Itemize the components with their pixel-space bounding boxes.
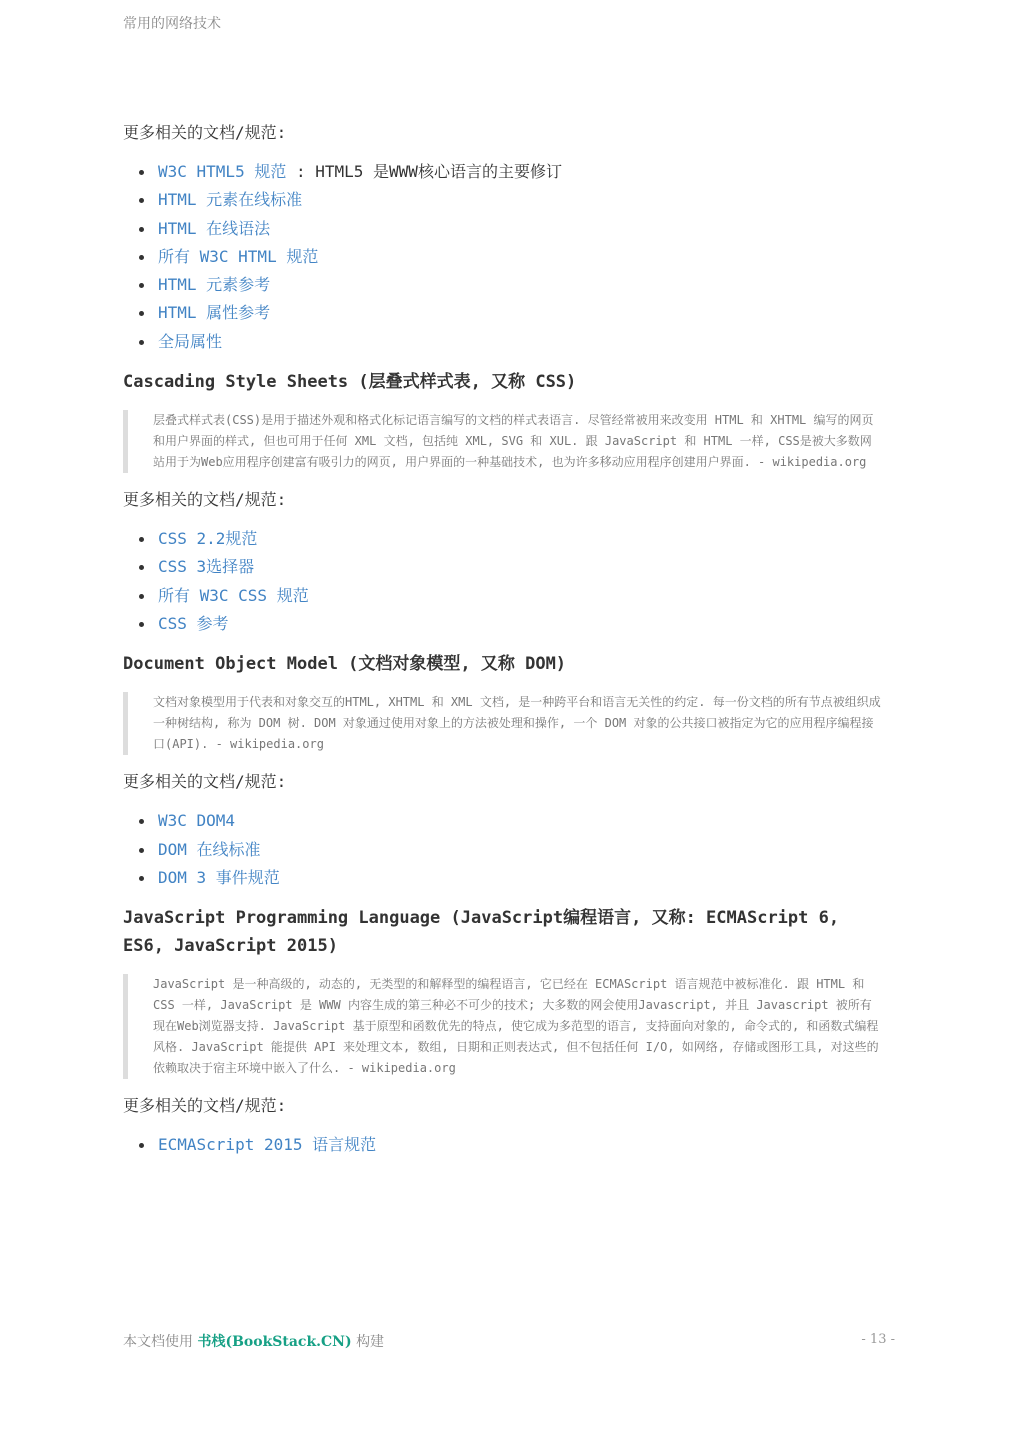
link-css-reference[interactable]: CSS 参考: [158, 613, 229, 633]
link-global-attributes[interactable]: 全局属性: [158, 331, 223, 351]
footer-suffix: 构建: [356, 1334, 385, 1350]
link-css-22-spec[interactable]: CSS 2.2规范: [158, 529, 258, 549]
html-links-list: [123, 158, 883, 356]
link-dom-standard[interactable]: DOM 在线标准: [158, 839, 261, 859]
link-all-w3c-css-specs[interactable]: 所有 W3C CSS 规范: [158, 585, 309, 605]
list-item: [158, 864, 883, 892]
list-item: [158, 610, 883, 638]
list-item: [158, 215, 883, 243]
dom-quote: 文档对象模型用于代表和对象交互的HTML, XHTML 和 XML 文档, 是一种跨平台和语言无关性的约定. 每一份文档的所有节点被组织成一种树结构, 称为 DOM 树. DOM 对象通过使用对象上的方法被处理和操作, 一个 DOM 对象的公共接口被指定为它的应用程序编程接口(API). - wikipedia.org: [123, 692, 883, 755]
list-item: [158, 271, 883, 299]
list-item: [158, 243, 883, 271]
link-html-element-reference[interactable]: HTML 元素参考: [158, 275, 271, 295]
more-docs-heading: 更多相关的文档/规范:: [123, 772, 287, 792]
running-header: 常用的网络技术: [123, 16, 221, 32]
footer-prefix: 本文档使用: [123, 1334, 193, 1350]
more-docs-heading: 更多相关的文档/规范:: [123, 1096, 287, 1116]
css-links-list: [123, 525, 883, 638]
link-html-elements-standard[interactable]: HTML 元素在线标准: [158, 190, 303, 210]
list-item: [158, 836, 883, 864]
list-item: [158, 582, 883, 610]
list-item: [158, 525, 883, 553]
js-quote: JavaScript 是一种高级的, 动态的, 无类型的和解释型的编程语言, 它已经在 ECMAScript 语言规范中被标准化. 跟 HTML 和 CSS 一样, JavaScript 是 WWW 内容生成的第三种必不可少的技术; 大多数的网会使用Javascript, 并且 Javascript 被所有现在Web浏览器支持. JavaScript 基于原型和函数优先的特点, 使它成为多范型的语言, 支持面向对象的, 命令式的, 和函数式编程风格. JavaScript 能提供 API 来处理文本, 数组, 日期和正则表达式, 但不包括任何 I/O, 如网络, 存储或图形工具, 对这些的依赖取决于宿主环境中嵌入了什么. - wikipedia.org: [123, 974, 883, 1079]
list-item: [158, 1131, 883, 1159]
link-html-syntax[interactable]: HTML 在线语法: [158, 218, 271, 238]
list-item: [158, 807, 883, 835]
list-item: [158, 328, 883, 356]
link-all-w3c-html-specs[interactable]: 所有 W3C HTML 规范: [158, 246, 319, 266]
footer-credit: [123, 1331, 384, 1351]
more-docs-heading: 更多相关的文档/规范:: [123, 490, 287, 510]
link-description: : HTML5 是WWW核心语言的主要修订: [286, 162, 562, 181]
more-docs-heading: 更多相关的文档/规范:: [123, 123, 287, 142]
list-item: [158, 553, 883, 581]
link-html-attribute-reference[interactable]: HTML 属性参考: [158, 303, 271, 323]
dom-links-list: [123, 807, 883, 892]
link-w3c-dom4[interactable]: W3C DOM4: [158, 811, 236, 831]
page-number: - 13 -: [861, 1332, 895, 1347]
dom-section-heading: Document Object Model (文档对象模型, 又称 DOM): [123, 654, 567, 675]
link-w3c-html5[interactable]: W3C HTML5 规范: [158, 162, 287, 181]
css-quote: 层叠式样式表(CSS)是用于描述外观和格式化标记语言编写的文档的样式表语言. 尽管经常被用来改变用 HTML 和 XHTML 编写的网页和用户界面的样式, 但也可用于任何 XML 文档, 包括纯 XML, SVG 和 XUL. 跟 JavaScript 和 HTML 一样, CSS是被大多数网站用于为Web应用程序创建富有吸引力的网页, 用户界面的一种基础技术, 也为许多移动应用程序创建用户界面. - wikipedia.org: [123, 410, 883, 473]
css-section-heading: Cascading Style Sheets (层叠式样式表, 又称 CSS): [123, 372, 577, 393]
js-section-heading: JavaScript Programming Language (JavaScript编程语言, 又称: ECMAScript 6, ES6, JavaScript 2015): [123, 908, 840, 957]
list-item: [158, 158, 883, 186]
link-dom3-events[interactable]: DOM 3 事件规范: [158, 867, 280, 887]
list-item: [158, 299, 883, 327]
link-ecmascript-2015-spec[interactable]: ECMAScript 2015 语言规范: [158, 1135, 377, 1155]
list-item: [158, 186, 883, 214]
js-links-list: [123, 1131, 883, 1159]
page-content: [123, 120, 883, 1171]
link-css3-selectors[interactable]: CSS 3选择器: [158, 557, 255, 577]
footer-brand-link[interactable]: 书栈(BookStack.CN): [197, 1334, 352, 1350]
